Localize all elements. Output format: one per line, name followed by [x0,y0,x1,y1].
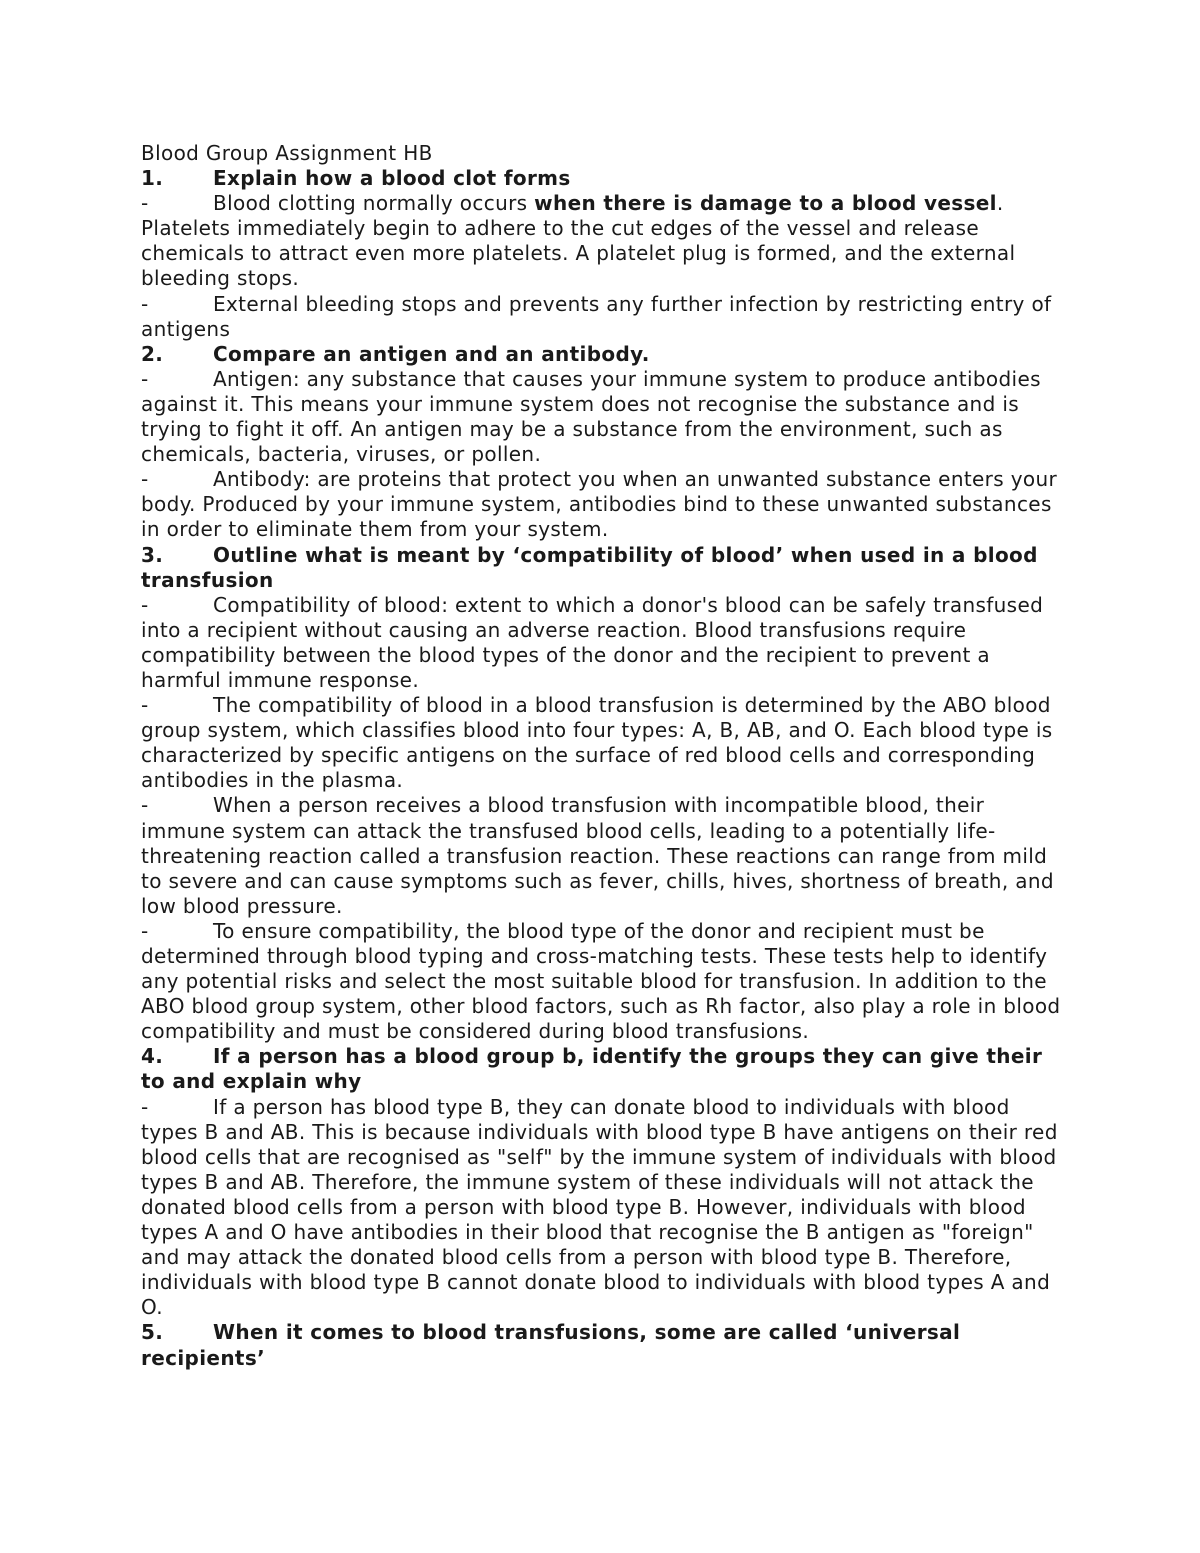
section-4-bullet-1 [141,1095,1066,1321]
section-1-heading [141,166,1066,191]
section-2-bullet-1 [141,367,1066,467]
section-2-bullet-2 [141,467,1066,542]
section-4-heading-text: If a person has a blood group b, identify the groups they can give their to and explain why [141,1044,1043,1094]
section-1-heading-text: Explain how a blood clot forms [213,166,571,191]
bullet-text: Compatibility of blood: extent to which a donor's blood can be safely transfused into a recipient without causing an adverse reaction. Blood transfusions require compatibility between the blood types of the donor and the recipient to prevent a harmful immune response. [141,592,1044,692]
bullet-text: Blood clotting normally occurs [213,191,535,216]
section-1-number: 1. [141,166,164,191]
section-2-heading [141,342,1066,367]
section-3-heading-text: Outline what is meant by ‘compatibility of blood’ when used in a blood transfusion [141,542,1038,592]
section-1-bullet-1 [141,191,1066,291]
bullet-text: . Platelets immediately begin to adhere to the cut edges of the vessel and release chemicals to attract even more platelets. A platelet plug is formed, and the external bleeding stops. [141,191,1016,291]
section-2-heading-text: Compare an antigen and an antibody. [213,341,650,366]
bullet-text: When a person receives a blood transfusion with incompatible blood, their immune system can attack the transfused blood cells, leading to a potentially life-threatening reaction called a transfusion reaction. These reactions can range from mild to severe and can cause symptoms such as fever, chills, hives, shortness of breath, and low blood pressure. [141,793,1054,918]
bullet-dash: - [141,291,149,316]
section-5-number: 5. [141,1320,164,1345]
section-5-heading [141,1320,1066,1370]
section-3-bullet-2 [141,693,1066,793]
section-4-heading [141,1044,1066,1094]
bullet-dash: - [141,191,149,216]
section-3-bullet-3 [141,793,1066,918]
bullet-text: External bleeding stops and prevents any further infection by restricting entry of antigens [141,291,1052,341]
section-2-number: 2. [141,341,164,366]
bullet-dash: - [141,592,149,617]
bullet-dash: - [141,1094,149,1119]
bullet-dash: - [141,693,149,718]
section-3-bullet-1 [141,593,1066,693]
bullet-dash: - [141,467,149,492]
bullet-text: To ensure compatibility, the blood type of the donor and recipient must be determined through blood typing and cross-matching tests. These tests help to identify any potential risks and select the most suitable blood for transfusion. In addition to the ABO blood group system, other blood factors, such as Rh factor, also play a role in blood compatibility and must be considered during blood transfusions. [141,918,1061,1044]
bullet-bold-text: when there is damage to a blood vessel [534,191,997,216]
document-title: Blood Group Assignment HB [141,141,433,165]
bullet-dash: - [141,366,149,391]
bullet-text: If a person has blood type B, they can donate blood to individuals with blood types B and AB. This is because individuals with blood type B have antigens on their red blood cells that are recognised as "self" by the immune system of individuals with blood types B and AB. Therefore, the immune system of these individuals will not attack the donated blood cells from a person with blood type B. However, individuals with blood types A and O have antibodies in their blood that recognise the B antigen as "foreign" and may attack the donated blood cells from a person with blood type B. Therefore, individuals with blood type B cannot donate blood to individuals with blood types A and O. [141,1094,1058,1320]
bullet-text: Antigen: any substance that causes your immune system to produce antibodies against it. This means your immune system does not recognise the substance and is trying to fight it off. An antigen may be a substance from the environment, such as chemicals, bacteria, viruses, or pollen. [141,366,1041,467]
section-4-number: 4. [141,1044,164,1069]
section-3-heading [141,543,1066,593]
section-5-heading-text: When it comes to blood transfusions, some are called ‘universal recipients’ [141,1320,961,1370]
document-body [141,141,1066,1371]
bullet-dash: - [141,918,149,943]
section-3-number: 3. [141,542,164,567]
bullet-dash: - [141,793,149,818]
section-1-bullet-2 [141,292,1066,342]
bullet-text: Antibody: are proteins that protect you when an unwanted substance enters your body. Produced by your immune system, antibodies bind to these unwanted substances in order to eliminate them from your system. [141,467,1058,542]
section-3-bullet-4 [141,919,1066,1044]
bullet-text: The compatibility of blood in a blood transfusion is determined by the ABO blood group system, which classifies blood into four types: A, B, AB, and O. Each blood type is characterized by specific antigens on the surface of red blood cells and corresponding antibodies in the plasma. [141,693,1053,793]
